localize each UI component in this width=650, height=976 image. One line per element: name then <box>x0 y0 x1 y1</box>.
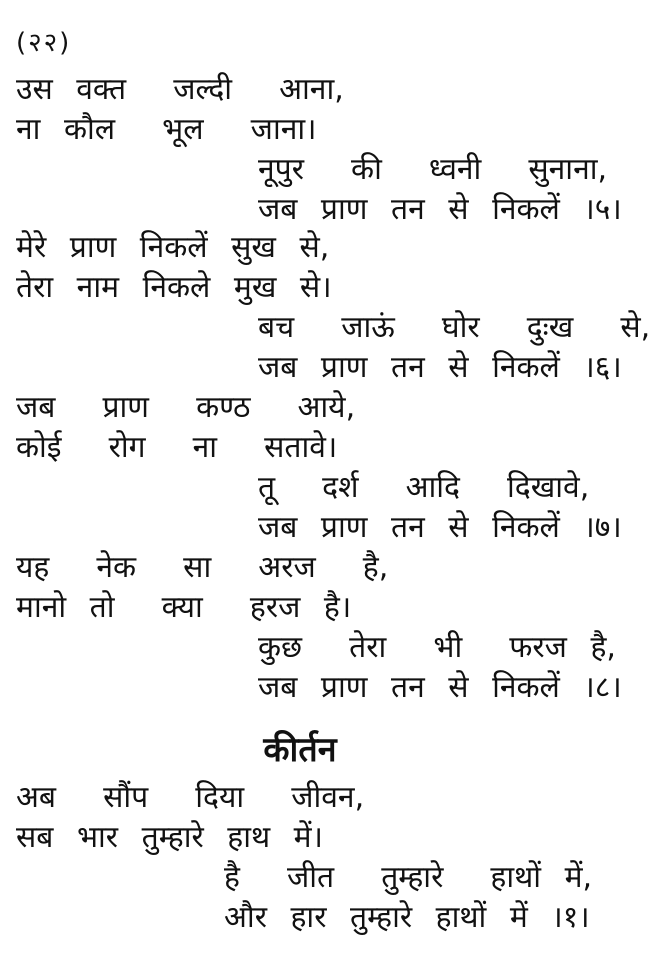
kirtan-heading: कीर्तन <box>263 730 337 770</box>
stanza-8-line-3: कुछ तेरा भी फरज है, <box>258 630 616 665</box>
kirtan-line-3: है जीत तुम्हारे हाथों में, <box>224 860 593 895</box>
stanza-7-line-3: तू दर्श आदि दिखावे, <box>258 470 590 505</box>
stanza-6-line-3: बच जाऊं घोर दुःख से, <box>258 310 650 345</box>
stanza-7-line-1: जब प्राण कण्ठ आये, <box>16 390 356 425</box>
stanza-5-line-2: ना कौल भूल जाना। <box>16 112 317 147</box>
kirtan-line-1: अब सौंप दिया जीवन, <box>16 780 365 815</box>
page-number: (२२) <box>16 28 72 58</box>
stanza-8-line-2: मानो तो क्या हरज है। <box>16 590 352 625</box>
stanza-6-refrain: जब प्राण तन से निकलें ।६। <box>258 350 622 385</box>
kirtan-line-2: सब भार तुम्हारे हाथ में। <box>16 820 323 855</box>
stanza-8-refrain: जब प्राण तन से निकलें ।८। <box>258 670 622 705</box>
kirtan-line-4: और हार तुम्हारे हाथों में ।१। <box>224 900 590 935</box>
stanza-8-line-1: यह नेक सा अरज है, <box>16 550 389 585</box>
stanza-7-line-2: कोई रोग ना सतावे। <box>16 430 338 465</box>
stanza-6-line-2: तेरा नाम निकले मुख से। <box>16 270 332 305</box>
stanza-7-refrain: जब प्राण तन से निकलें ।७। <box>258 510 622 545</box>
stanza-5-line-1: उस वक्त जल्दी आना, <box>16 72 344 107</box>
stanza-6-line-1: मेरे प्राण निकलें सुख से, <box>16 230 330 265</box>
stanza-5-refrain: जब प्राण तन से निकलें ।५। <box>258 192 622 227</box>
stanza-5-line-3: नूपुर की ध्वनी सुनाना, <box>258 152 608 187</box>
